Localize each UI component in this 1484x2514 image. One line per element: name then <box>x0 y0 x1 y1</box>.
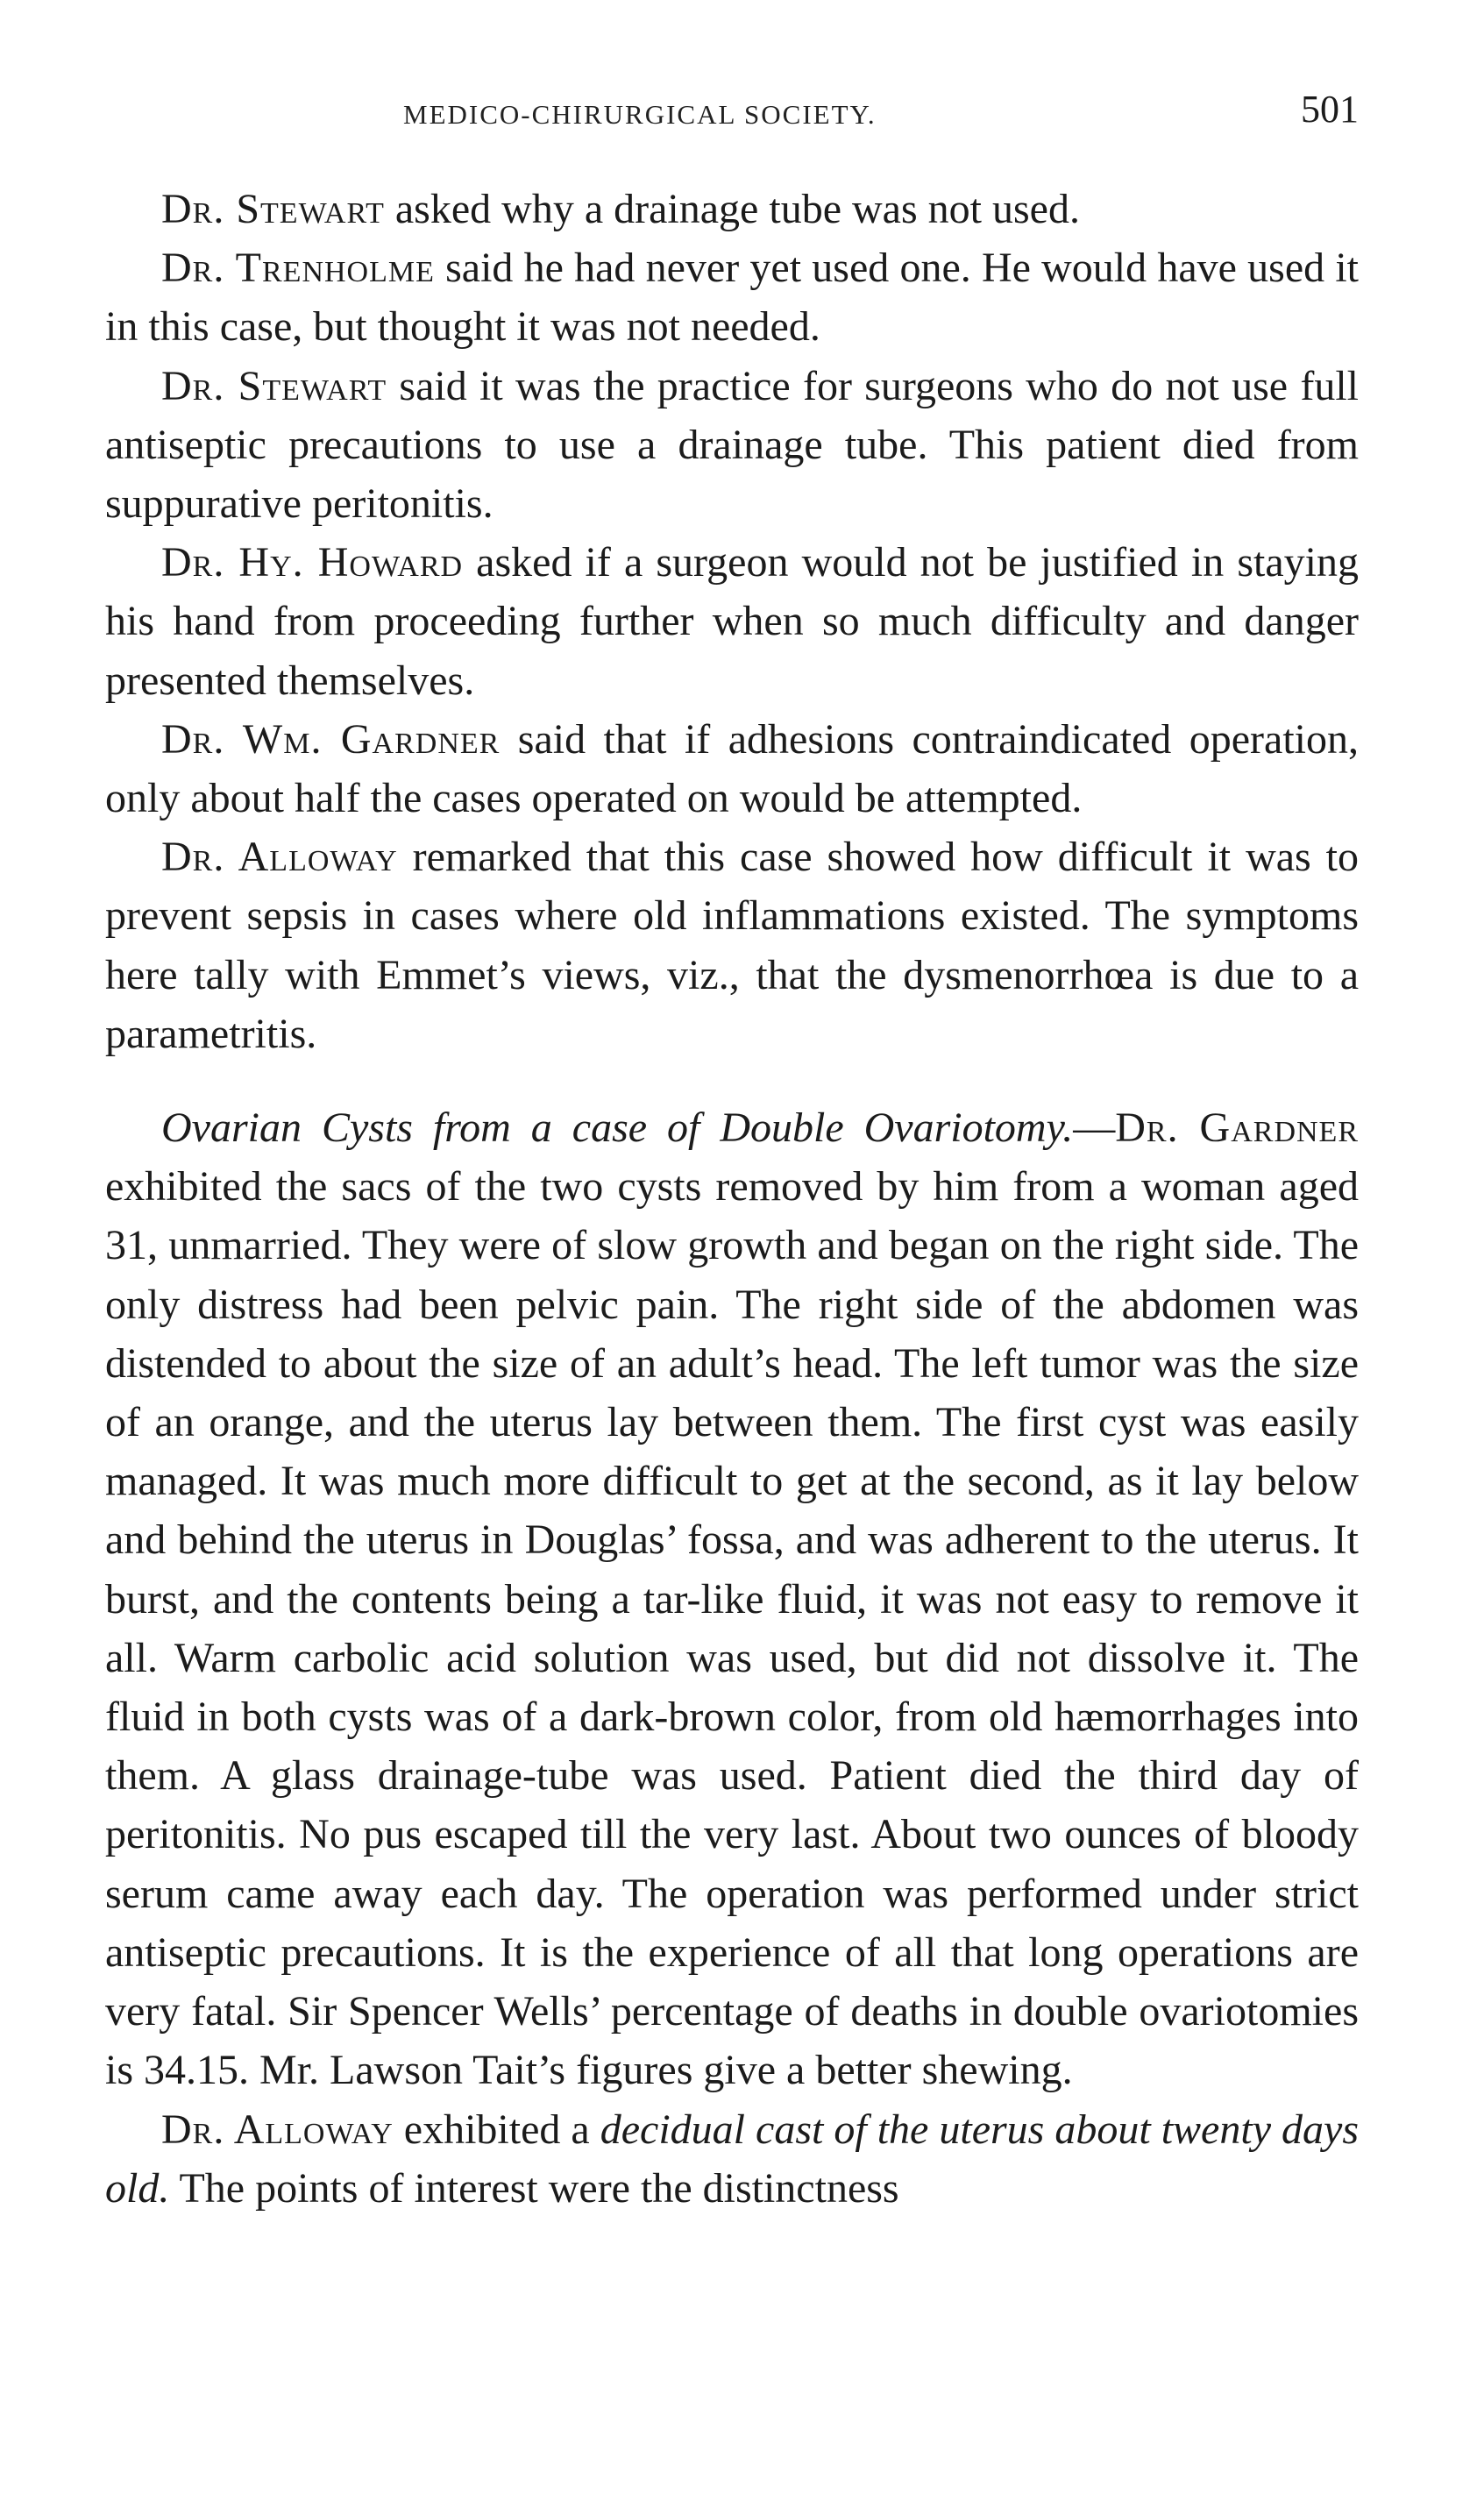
speaker-name: Dr. Trenholme <box>161 245 435 292</box>
paragraph-text: asked if a surgeon would not be justified in staying his hand from proceeding further when so much difficulty and danger presented themselves. <box>105 539 1359 704</box>
paragraph-alloway-1 <box>105 827 1359 1063</box>
paragraph-stewart-2 <box>105 357 1359 534</box>
page-header <box>105 83 1359 145</box>
paragraph-trenholme <box>105 238 1359 356</box>
running-head: MEDICO-CHIRURGICAL SOCIETY. <box>403 99 877 130</box>
section-gap <box>105 1063 1359 1098</box>
paragraph-text: asked why a drainage tube was not used. <box>384 186 1080 232</box>
paragraph-text: remarked that this case showed how difficult it was to prevent sepsis in cases where old inflammations existed. The symptoms here tally with Emmet’s views, viz., that the dysmenorrhœa is due to a parametritis. <box>105 834 1359 1057</box>
speaker-name: Dr. Hy. Howard <box>161 539 464 586</box>
document-page <box>105 83 1359 2485</box>
paragraph-howard <box>105 533 1359 710</box>
paragraph-alloway-2 <box>105 2100 1359 2218</box>
speaker-name: Dr. Alloway <box>161 834 398 881</box>
paragraph-text: said he had never yet used one. He would have used it in this case, but thought it was not needed. <box>105 245 1359 351</box>
em-dash: — <box>1073 1104 1116 1152</box>
paragraph-text: exhibited the sacs of the two cysts removed by him from a woman aged 31, unmarried. They were of slow growth and began on the right side. The only distress had been pelvic pain. The right side of the abdomen was distended to about the size of an adult’s head. The left tumor was the size of an orange, and the uterus lay between them. The first cyst was easily managed. It was much more difficult to get at the second, as it lay below and behind the uterus in Douglas’ fossa, and was adherent to the uterus. It burst, and the contents being a tar-like fluid, it was not easy to remove it all. Warm carbolic acid solution was used, but did not dissolve it. The fluid in both cysts was of a dark-brown color, from old hæmorrhages into them. A glass drainage-tube was used. Patient died the third day of peritonitis. No pus escaped till the very last. About two ounces of bloody serum came away each day. The operation was performed under strict antiseptic precautions. It is the experience of all that long operations are very fatal. Sir Spencer Wells’ percentage of deaths in double ovariotomies is 34.15. Mr. Lawson Tait’s figures give a better shewing. <box>105 1163 1359 2094</box>
paragraph-gardner-1 <box>105 710 1359 827</box>
section-title: Ovarian Cysts from a case of Double Ovariotomy. <box>161 1104 1074 1152</box>
page-number: 501 <box>1301 88 1359 131</box>
paragraph-ovarian-cysts <box>105 1098 1359 2099</box>
speaker-name: Dr. Gardner <box>1115 1104 1360 1152</box>
speaker-name: Dr. Alloway <box>161 2106 394 2153</box>
paragraph-text: said that if adhesions contraindicated operation, only about half the cases operated on would be attempted. <box>105 715 1359 822</box>
paragraph-text-tail: The points of interest were the distinctness <box>169 2164 899 2212</box>
speaker-name: Dr. Stewart <box>161 186 385 232</box>
body-text <box>105 180 1359 2218</box>
speaker-name: Dr. Stewart <box>161 362 387 409</box>
paragraph-stewart-1 <box>105 180 1359 238</box>
italic-phrase: decidual cast of the uterus about twenty days old. <box>105 2106 1359 2212</box>
speaker-name: Dr. Wm. Gardner <box>161 715 501 763</box>
paragraph-text: exhibited a <box>393 2106 600 2153</box>
paragraph-text: said it was the practice for surgeons who do not use full antiseptic precautions to use a drainage tube. This patient died from suppurative peritonitis. <box>105 362 1360 528</box>
